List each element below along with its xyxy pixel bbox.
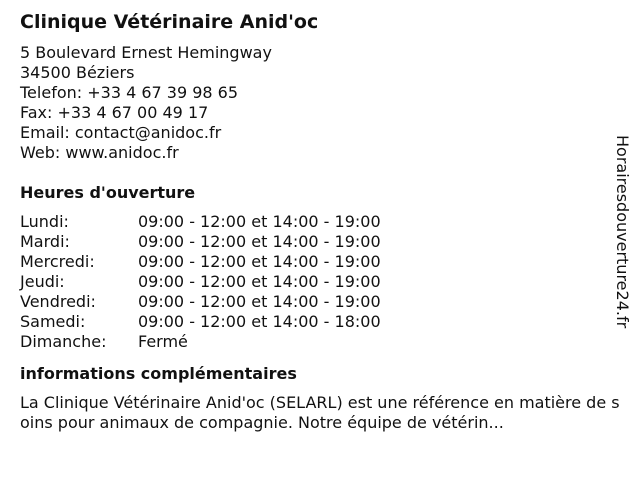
opening-hours-heading: Heures d'ouverture <box>20 183 196 202</box>
source-watermark: Horairesdouverture24.fr <box>613 135 632 329</box>
hours-row-friday <box>20 292 610 312</box>
hours-row-tuesday <box>20 232 610 252</box>
clinic-name: Clinique Vétérinaire Anid'oc <box>20 11 319 33</box>
day-label: Jeudi: <box>20 272 65 291</box>
additional-info-heading: informations complémentaires <box>20 364 297 383</box>
day-hours: 09:00 - 12:00 et 14:00 - 18:00 <box>138 312 381 331</box>
day-label: Samedi: <box>20 312 86 331</box>
day-hours: 09:00 - 12:00 et 14:00 - 19:00 <box>138 272 381 291</box>
hours-row-monday <box>20 212 610 232</box>
day-hours: Fermé <box>138 332 188 351</box>
clinic-info-card <box>20 10 620 433</box>
website: Web: www.anidoc.fr <box>20 143 179 162</box>
additional-info-text: La Clinique Vétérinaire Anid'oc (SELARL) est une référence en matière de soins pour animaux de compagnie. Notre équipe de vétérin... <box>20 393 620 432</box>
address-line-1: 5 Boulevard Ernest Hemingway <box>20 43 272 62</box>
email-address: Email: contact@anidoc.fr <box>20 123 222 142</box>
contact-block <box>20 43 610 163</box>
day-label: Dimanche: <box>20 332 107 351</box>
fax-number: Fax: +33 4 67 00 49 17 <box>20 103 209 122</box>
day-hours: 09:00 - 12:00 et 14:00 - 19:00 <box>138 292 381 311</box>
day-hours: 09:00 - 12:00 et 14:00 - 19:00 <box>138 212 381 231</box>
opening-hours-table <box>20 212 610 352</box>
day-label: Mercredi: <box>20 252 95 271</box>
day-label: Lundi: <box>20 212 69 231</box>
address-line-2: 34500 Béziers <box>20 63 135 82</box>
hours-row-thursday <box>20 272 610 292</box>
hours-row-wednesday <box>20 252 610 272</box>
day-hours: 09:00 - 12:00 et 14:00 - 19:00 <box>138 252 381 271</box>
hours-row-saturday <box>20 312 610 332</box>
day-hours: 09:00 - 12:00 et 14:00 - 19:00 <box>138 232 381 251</box>
phone-number: Telefon: +33 4 67 39 98 65 <box>20 83 239 102</box>
day-label: Mardi: <box>20 232 70 251</box>
hours-row-sunday <box>20 332 610 352</box>
day-label: Vendredi: <box>20 292 96 311</box>
